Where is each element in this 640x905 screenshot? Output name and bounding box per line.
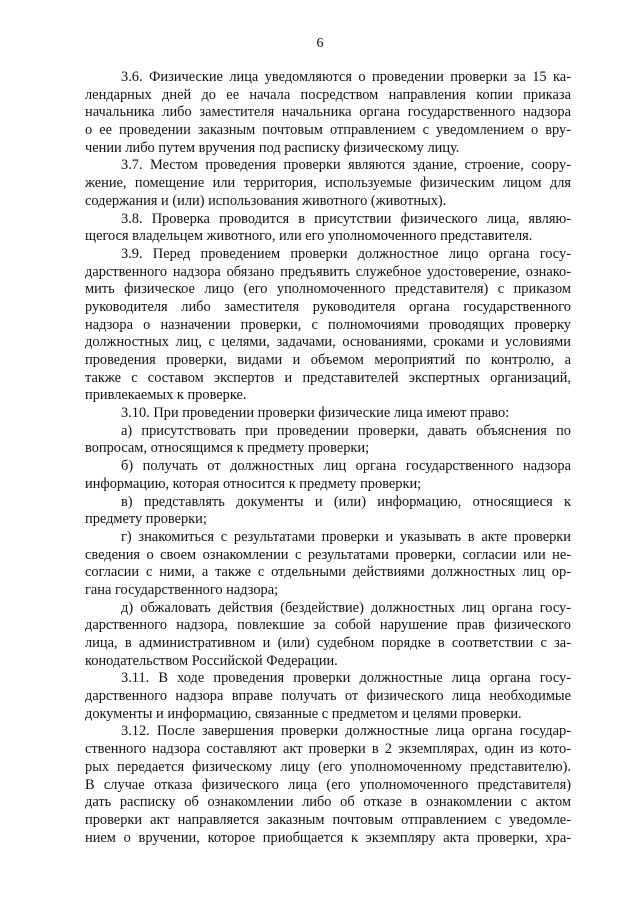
page-number: 6	[316, 36, 324, 51]
text-line: 3.9. Перед проведением проверки должностное лицо органа госу-	[121, 245, 571, 262]
text-line: в) представлять документы и (или) информацию, относящиеся к	[121, 493, 571, 510]
text-line: мить физическое лицо (его уполномоченного представителя) с приказом	[85, 281, 571, 298]
text-line: информацию, которая относится к предмету проверки;	[85, 475, 422, 492]
text-line: начальника либо заместителя начальника органа государственного надзора	[85, 104, 571, 121]
text-line: надзора о назначении проверки, с полномочиями проводящих проверку	[85, 316, 571, 333]
text-line: 3.10. При проведении проверки физические лица имеют право:	[121, 405, 510, 422]
text-line: руководителя либо заместителя руководителя органа государственного	[85, 298, 571, 315]
text-line: дарственного надзора вправе получать от физического лица необходимые	[85, 688, 571, 705]
text-line: согласии с ними, а также с отдельными действиями должностных лиц ор-	[85, 564, 571, 581]
text-line: 3.6. Физические лица уведомляются о проведении проверки за 15 ка-	[121, 69, 571, 85]
text-line: щегося владельцем животного, или его уполномоченного представителя.	[85, 228, 533, 245]
text-line: 3.8. Проверка проводится в присутствии физического лица, являю-	[121, 210, 571, 227]
text-line: должностных лиц, с целями, задачами, основаниями, сроками и условиями	[85, 334, 571, 351]
text-line: документы и информацию, связанные с предметом и целями проверки.	[85, 705, 522, 722]
text-line: 3.12. После завершения проверки должностные лица органа государ-	[121, 723, 571, 740]
text-line: предмету проверки;	[85, 511, 207, 528]
text-line: гана государственного надзора;	[85, 581, 279, 598]
text-line: а) присутствовать при проведении проверки, давать объяснения по	[121, 422, 571, 439]
text-line: проведения проверки, видами и объемом мероприятий по контролю, а	[85, 352, 571, 368]
text-line: о ее проведении заказным почтовым отправлением с уведомлением о вру-	[85, 122, 571, 139]
text-line: 3.11. В ходе проведения проверки должностные лица органа госу-	[121, 670, 571, 687]
text-line: привлекаемых к проверке.	[85, 387, 247, 404]
text-line: сведения о своем ознакомлении с результатами проверки, согласии или не-	[85, 546, 571, 563]
text-line: 3.7. Местом проведения проверки являются здание, строение, соору-	[121, 157, 571, 174]
text-line: жение, помещение или территория, используемые физическим лицом для	[85, 175, 571, 192]
text-line: рых передается физическому лицу (его уполномоченному представителю).	[85, 758, 571, 775]
text-line: лица, в административном и (или) судебном порядке в соответствии с за-	[85, 635, 571, 651]
text-line: также с составом экспертов и представителей экспертных организаций,	[85, 369, 571, 386]
text-line: нием о вручении, которое приобщается к экземпляру акта проверки, хра-	[85, 829, 571, 846]
text-line: дарственного надзора, повлекшие за собой нарушение прав физического	[85, 617, 571, 634]
text-line: лендарных дней до ее начала посредством направления копии приказа	[85, 86, 571, 103]
text-line: дать расписку об ознакомлении либо об отказе в ознакомлении с актом	[85, 794, 571, 811]
text-line: конодательством Российской Федерации.	[85, 652, 338, 669]
text-line: дарственного надзора обязано предъявить служебное удостоверение, ознако-	[85, 263, 571, 280]
text-line: д) обжаловать действия (бездействие) должностных лиц органа госу-	[121, 599, 571, 616]
text-line: В случае отказа физического лица (его уполномоченного представителя)	[85, 776, 571, 793]
text-line: ственного надзора составляют акт проверки в 2 экземплярах, один из кото-	[85, 741, 571, 758]
text-line: г) знакомиться с результатами проверки и указывать в акте проверки	[121, 528, 571, 545]
text-line: содержания и (или) использования животного (животных).	[85, 192, 447, 209]
document-body	[85, 69, 571, 847]
text-line: б) получать от должностных лиц органа государственного надзора	[121, 458, 571, 475]
text-line: вопросам, относящимся к предмету проверки;	[85, 440, 370, 457]
text-line: проверки акт направляется заказным почтовым отправлением с уведомле-	[85, 811, 571, 828]
text-line: чении либо путем вручения под расписку физическому лицу.	[85, 139, 460, 156]
